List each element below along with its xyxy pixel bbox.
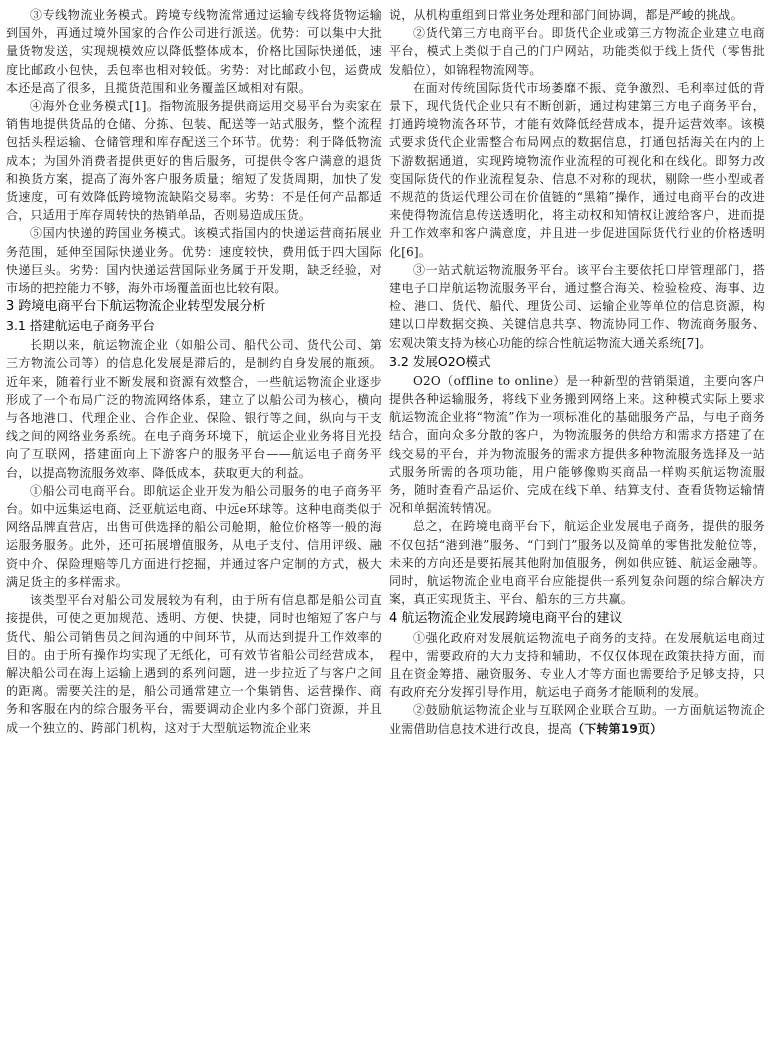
paragraph: ⑤国内快递的跨国业务模式。该模式指国内的快递运营商拓展业务范围，延伸至国际快递业务。优势：速度较快，费用低于四大国际快递巨头。劣势：国内快递运营国际业务属于开发期，缺乏经验，对市场的把控能力不够，海外市场覆盖面也比较有限。	[6, 226, 382, 296]
paragraph: ①船公司电商平台。即航运企业开发为船公司服务的电子商务平台。如中远集运电商、泛亚航运电商、中远e环球等。这种电商类似于网络品牌直营店，出售可供选择的船公司舱期，舱位价格等一般的海运服务服务。此外，还可拓展增值服务，从电子支付、信用评级、融资中介、保险理赔等几方面进行挖掘，并通过客户定制的方式，极大满足货主的多样需求。	[6, 483, 382, 589]
paragraph	[389, 701, 765, 737]
paragraph: O2O（offline to online）是一种新型的营销渠道，主要向客户提供各种运输服务，将线下业务搬到网络上来。这种模式实际上要求航运物流企业将“物流”作为一项标准化的基础服务产品，与电子商务结合，面向众多分散的客户，为物流服务的供给方和需求方搭建了在线交易的平台，并为物流服务的需求方提供多种物流服务选择及一站式服务所需的各项功能，用户能够像购买商品一样购买航运物流服务，随时查看产品运价、完成在线下单、结算支付、查看货物运输情况和单据流转情况。	[389, 373, 765, 516]
paragraph: 说，从机构重组到日常业务处理和部门间协调，都是严峻的挑战。	[389, 8, 743, 22]
paragraph: ③一站式航运物流服务平台。该平台主要依托口岸管理部门，搭建电子口岸航运物流服务平台，通过整合海关、检验检疫、海事、边检、港口、货代、船代、理货公司、运输企业等单位的信息资源，构建以口岸数据交换、关键信息共享、物流协同工作、物流商务服务、宏观决策支持为核心功能的综合性航运物流大通关系统[7]。	[389, 262, 765, 350]
paragraph: ③专线物流业务模式。跨境专线物流常通过运输专线将货物运输到国外，再通过境外国家的合作公司进行派送。优势：可以集中大批量货物发送，实现规模效应以降低整体成本，价格比国际快递低，速度比邮政小包快，丢包率也相对较低。劣势：对比邮政小包，运费成本还是高了很多，且揽货范围和业务覆盖区域相对有限。	[6, 8, 382, 95]
right-column	[389, 6, 765, 1054]
paragraph: ④海外仓业务模式[1]。指物流服务提供商运用交易平台为卖家在销售地提供货品的仓储、分拣、包装、配送等一站式服务，整个流程包括头程运输、仓储管理和库存配送三个环节。优势：利于降低物流成本；为国外消费者提供更好的售后服务，可提供令客户满意的退货和换货方案，提高了海外客户服务质量；缩短了发货周期，加快了发货速度，可有效降低跨境物流缺陷交易率。劣势：不是任何产品都适合，只适用于库存周转快的热销单品，否则易造成压货。	[6, 99, 382, 223]
paragraph: 该类型平台对船公司发展较为有利，由于所有信息都是船公司直接提供，可使之更加规范、透明、方便、快捷，同时也缩短了客户与货代、船公司销售员之间沟通的中间环节，从而达到提升工作效率的目的。由于所有操作均实现了无纸化，可有效节省船公司经营成本，解决船公司在海上运输上遇到的系列问题，进一步拉近了与客户之间的距离。需要关注的是，船公司通常建立一个集销售、运营操作、商务和客服在内的综合服务平台，需要调动企业内多个部门资源，并且成一个独立的、跨部门机构，这对于大型航运物流企业来	[6, 593, 382, 735]
continued-note: （下转第19页）	[572, 721, 663, 736]
paragraph: 总之，在跨境电商平台下，航运企业发展电子商务，提供的服务不仅包括“港到港”服务、“门到门”服务以及简单的零售批发舱位等，未来的方向还是要拓展其他附加值服务，例如供应链、航运金融等。同时，航运物流企业电商平台应能提供一系列复杂问题的综合解决方案，真正实现货主、平台、船东的三方共赢。	[389, 519, 765, 607]
section-heading: 3 跨境电商平台下航运物流企业转型发展分析	[6, 299, 266, 315]
subsection-heading: 3.1 搭建航运电子商务平台	[6, 318, 155, 334]
paragraph: 在面对传统国际货代市场萎靡不振、竞争激烈、毛利率过低的背景下，现代货代企业只有不断创新，通过构建第三方电子商务平台，打通跨境物流各环节，才能有效降低经营成本，提升运营效率。该模式要求货代企业需整合布局网点的数据信息，打通包括海关在内的上下游数据通道，实现跨境物流作业流程的可视化和在线化。即努力改变国际货代的作业流程复杂、信息不对称的现状，剔除一些小型或者不规范的货运代理公司在价值链的“黑箱”操作，通过电商平台的改进来使得物流信息传送透明化，将主动权和知情权让渡给客户，进而提升工作效率和客户满意度，并且进一步促进国际货代行业的价格透明化[6]。	[389, 80, 765, 259]
paragraph: ①强化政府对发展航运物流电子商务的支持。在发展航运电商过程中，需要政府的大力支持和辅助，不仅仅体现在政策扶持方面，而且在资金筹措、融资服务、专业人才等方面也需要给予足够支持，只有政府充分发挥引导作用，航运电子商务才能顺利的发展。	[389, 630, 765, 700]
left-column	[6, 6, 382, 1054]
paragraph-text: ②鼓励航运物流企业与互联网企业联合互助。一方面航运物流企业需借助信息技术进行改良，提高	[389, 703, 765, 736]
paragraph: ②货代第三方电商平台。即货代企业或第三方物流企业建立电商平台，模式上类似于自己的门户网站，功能类似于线上货代（零售批发船位），如锦程物流网等。	[389, 26, 765, 77]
section-heading: 4 航运物流企业发展跨境电商平台的建议	[389, 610, 623, 626]
subsection-heading: 3.2 发展O2O模式	[389, 353, 491, 369]
paragraph: 长期以来，航运物流企业（如船公司、船代公司、货代公司、第三方物流公司等）的信息化发展是滞后的，是制约自身发展的瓶颈。近年来，随着行业不断发展和资源有效整合，一些航运物流企业逐步形成了一个布局广泛的物流网络体系，建立了以船公司为核心，横向与各地港口、代理企业、合作企业、保险、银行等之间，纵向与干支线之间的网络业务系统。在电子商务环境下，航运企业业务将目光投向了互联网，搭建面向上下游客户的服务平台——航运电子商务平台，以提高物流服务效率、降低成本，获取更大的利益。	[6, 338, 382, 480]
